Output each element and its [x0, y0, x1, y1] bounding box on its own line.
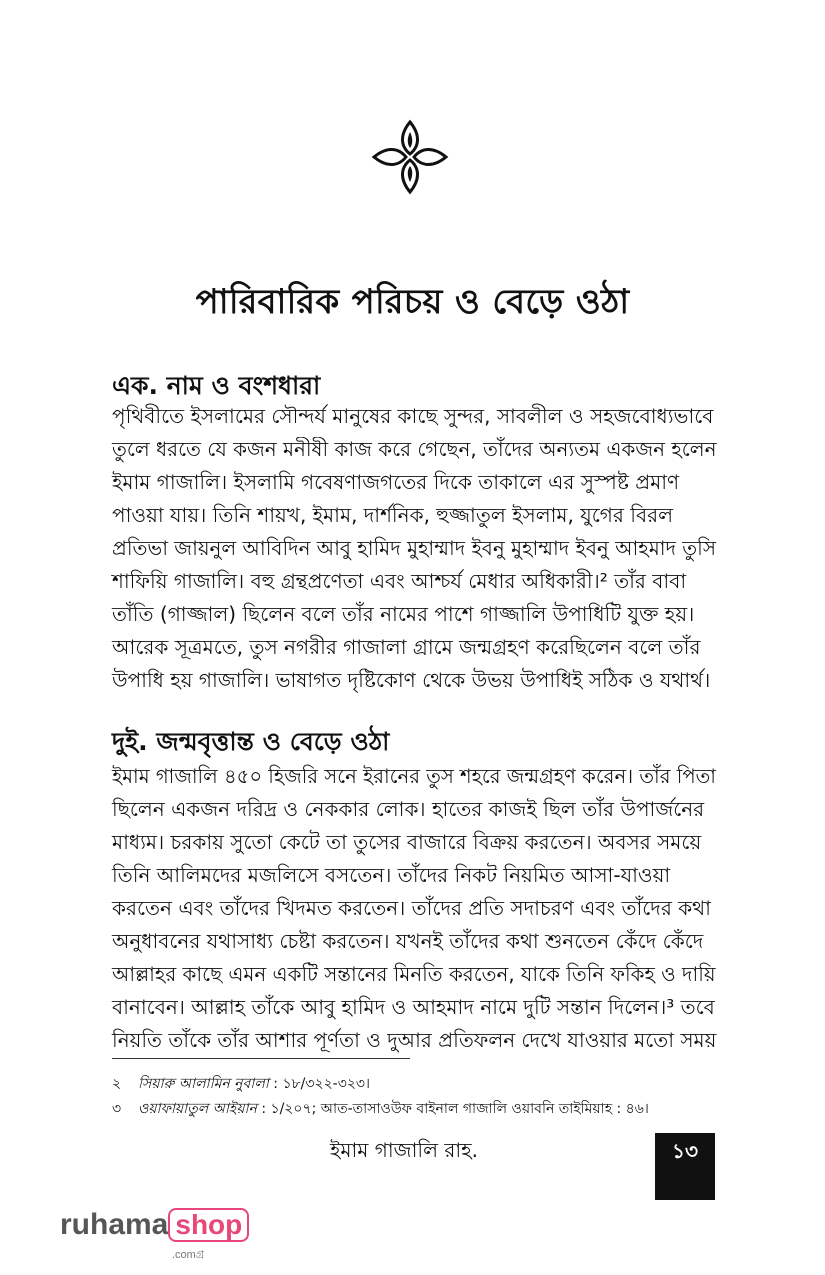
footnote-2: [112, 1072, 370, 1096]
floral-ornament-icon: [370, 118, 450, 196]
section-heading-1: এক. নাম ও বংশধারা: [112, 371, 321, 400]
text-line: আল্লাহর কাছে এমন একটি সন্তানের মিনতি করতেন, যাকে তিনি ফকিহ ও দায়ি: [112, 962, 716, 986]
text-line: তিনি আলিমদের মজলিসে বসতেন। তাঁদের নিকট নিয়মিত আসা-যাওয়া: [112, 863, 671, 887]
text-line: অনুধাবনের যথাসাধ্য চেষ্টা করতেন। যখনই তাঁদের কথা শুনতেন কেঁদে কেঁদে: [112, 929, 704, 953]
running-title: ইমাম গাজালি রাহ.: [330, 1138, 479, 1162]
text-line: বানাবেন। আল্লাহ তাঁকে আবু হামিদ ও আহমাদ নামে দুটি সন্তান দিলেন।³ তবে: [112, 995, 715, 1019]
text-line: পৃথিবীতে ইসলামের সৌন্দর্য মানুষের কাছে সুন্দর, সাবলীল ও সহজবোধ্যভাবে: [112, 404, 714, 428]
logo-shop-badge: shop: [168, 1208, 249, 1242]
footnote-number: ২: [112, 1076, 122, 1092]
section-1-paragraph: [112, 400, 716, 697]
text-line: তাঁতি (গাজ্জাল) ছিলেন বলে তাঁর নামের পাশে গাজ্জালি উপাধিটি যুক্ত হয়।: [112, 602, 695, 626]
footnote-divider: [112, 1058, 410, 1059]
footnote-source: সিয়ারু আলামিন নুবালা: [138, 1076, 269, 1092]
logo-text: ruhama: [60, 1208, 169, 1241]
text-line: তুলে ধরতে যে কজন মনীষী কাজ করে গেছেন, তাঁদের অন্যতম একজন হলেন: [112, 437, 717, 461]
text-line: নিয়তি তাঁকে তাঁর আশার পূর্ণতা ও দুআর প্রতিফলন দেখে যাওয়ার মতো সময়: [112, 1028, 717, 1052]
section-2-paragraph: [112, 760, 716, 1057]
text-line: ছিলেন একজন দরিদ্র ও নেককার লোক। হাতের কাজই ছিল তাঁর উপার্জনের: [112, 797, 705, 821]
footnote-reference: : ১৮/৩২২-৩২৩।: [268, 1076, 371, 1092]
footnote-reference: : ১/২০৭; আত-তাসাওউফ বাইনাল গাজালি ওয়াবনি তাইমিয়াহ : ৪৬।: [256, 1101, 649, 1117]
footnote-number: ৩: [112, 1101, 122, 1117]
section-heading-2: দুই. জন্মবৃত্তান্ত ও বেড়ে ওঠা: [112, 727, 390, 756]
text-line: শাফিয়ি গাজালি। বহু গ্রন্থপ্রণেতা এবং আশ্চর্য মেধার অধিকারী।² তাঁর বাবা: [112, 569, 687, 593]
footnote-3: [112, 1097, 649, 1121]
text-line: প্রতিভা জায়নুল আবিদিন আবু হামিদ মুহাম্মাদ ইবনু মুহাম্মাদ ইবনু আহমাদ তুসি: [112, 536, 716, 560]
chapter-title: পারিবারিক পরিচয় ও বেড়ে ওঠা: [195, 282, 630, 322]
logo-suffix: .comগ্র: [172, 1249, 205, 1261]
text-line: পাওয়া যায়। তিনি শায়খ, ইমাম, দার্শনিক, হুজ্জাতুল ইসলাম, যুগের বিরল: [112, 503, 674, 527]
text-line: ইমাম গাজালি ৪৫০ হিজরি সনে ইরানের তুস শহরে জন্মগ্রহণ করেন। তাঁর পিতা: [112, 764, 716, 788]
text-line: উপাধি হয় গাজালি। ভাষাগত দৃষ্টিকোণ থেকে উভয় উপাধিই সঠিক ও যথার্থ।: [112, 668, 711, 692]
text-line: মাধ্যম। চরকায় সুতো কেটে তা তুসের বাজারে বিক্রয় করতেন। অবসর সময়ে: [112, 830, 702, 854]
ruhamashop-logo: [60, 1208, 249, 1261]
text-line: করতেন এবং তাঁদের খিদমত করতেন। তাঁদের প্রতি সদাচরণ এবং তাঁদের কথা: [112, 896, 711, 920]
footnote-source: ওয়াফায়াতুল আইয়ান: [138, 1101, 257, 1117]
page-number: ১৩: [655, 1133, 715, 1200]
text-line: ইমাম গাজালি। ইসলামি গবেষণাজগতের দিকে তাকালে এর সুস্পষ্ট প্রমাণ: [112, 470, 680, 494]
text-line: আরেক সূত্রমতে, তুস নগরীর গাজালা গ্রামে জন্মগ্রহণ করেছিলেন বলে তাঁর: [112, 635, 701, 659]
